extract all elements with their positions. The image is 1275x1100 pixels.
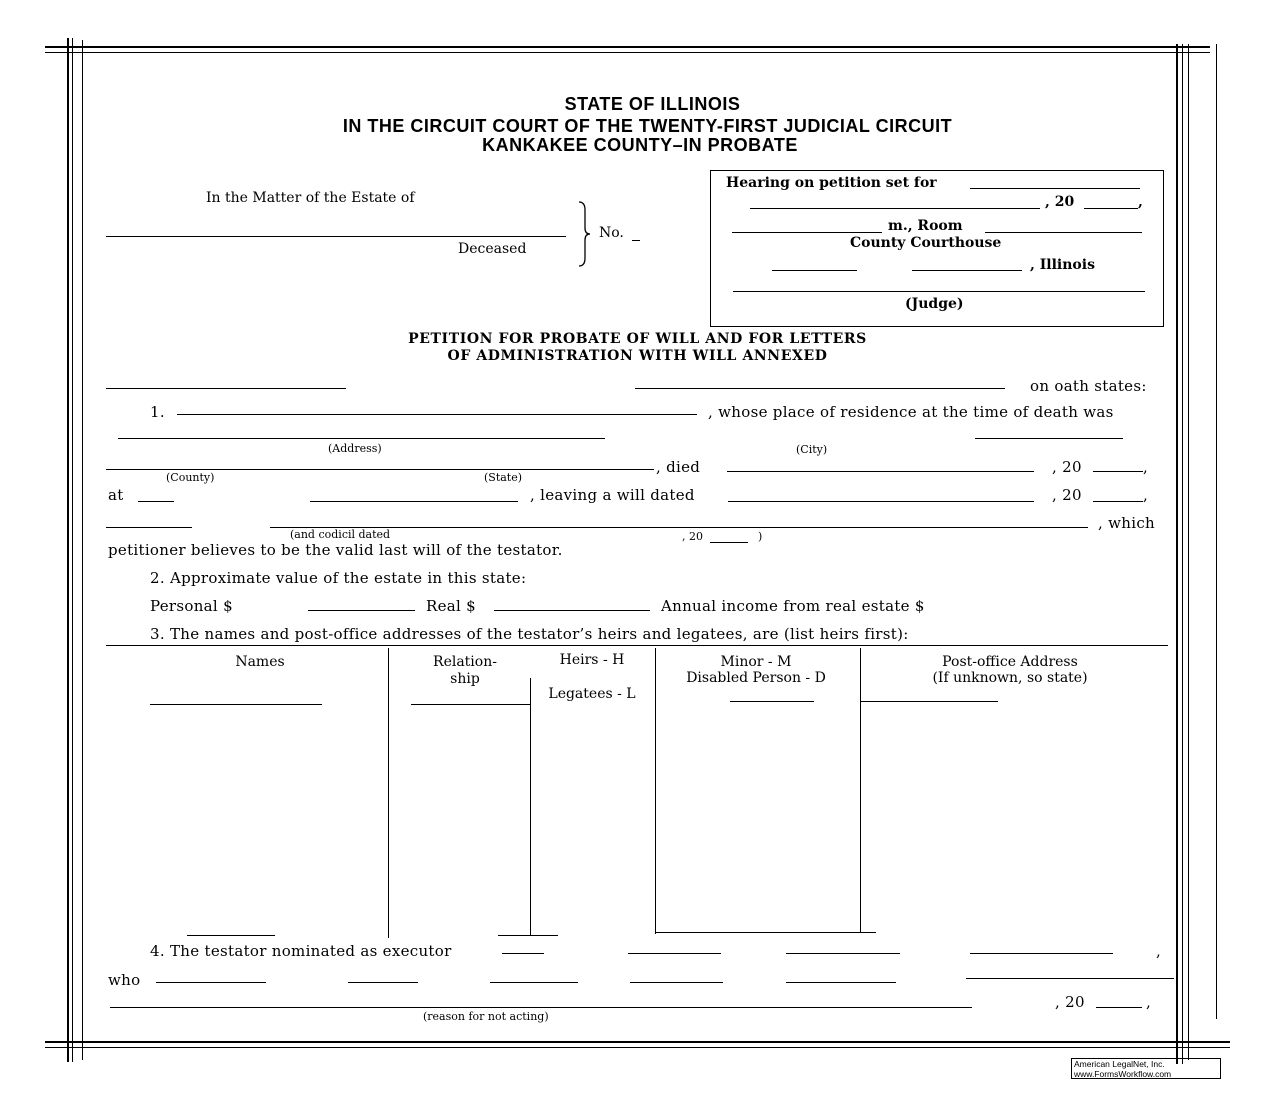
deceased-label: Deceased xyxy=(458,241,527,257)
hearing-time-field[interactable] xyxy=(732,232,882,233)
p2-text: 2. Approximate value of the estate in this state: xyxy=(150,569,527,587)
will-year-label: , 20 xyxy=(1052,486,1082,504)
who-field-6[interactable] xyxy=(966,978,1174,979)
who-label: who xyxy=(108,971,141,989)
petitioner-address-field[interactable] xyxy=(635,388,1005,389)
executor-field-4[interactable] xyxy=(970,953,1113,954)
who-field-3[interactable] xyxy=(490,982,578,983)
executor-field-2[interactable] xyxy=(628,953,721,954)
heirs-table-top xyxy=(106,645,1168,646)
col-divider-1 xyxy=(388,648,389,938)
hearing-room-field[interactable] xyxy=(985,232,1142,233)
executor-comma: , xyxy=(1156,942,1162,960)
post-address-underline xyxy=(860,701,998,702)
death-date-field[interactable] xyxy=(727,471,1034,472)
executor-field-3[interactable] xyxy=(786,953,900,954)
residence-city-field[interactable] xyxy=(975,438,1123,439)
case-number-label: No. xyxy=(599,225,624,241)
legalnet-url: www.FormsWorkflow.com xyxy=(1074,1069,1172,1079)
death-year-comma: , xyxy=(1143,458,1149,476)
caption-bracket xyxy=(571,200,591,268)
hearing-year-field[interactable] xyxy=(1084,208,1138,209)
county-caption: (County) xyxy=(166,471,215,484)
death-place-field[interactable] xyxy=(138,501,174,502)
testator-name-field[interactable] xyxy=(177,414,697,415)
hearing-date-field-2[interactable] xyxy=(750,208,1040,209)
col-divider-4 xyxy=(860,648,861,933)
table-bottom-1 xyxy=(187,935,275,936)
state-caption: (State) xyxy=(484,471,523,484)
petition-title-1: PETITION FOR PROBATE OF WILL AND FOR LETTERS xyxy=(408,331,867,347)
p4-text: 4. The testator nominated as executor xyxy=(150,942,452,960)
personal-value-field[interactable] xyxy=(308,610,415,611)
header-court: IN THE CIRCUIT COURT OF THE TWENTY-FIRST JUDICIAL CIRCUIT xyxy=(342,116,953,136)
p3-text: 3. The names and post-office addresses of the testator’s heirs and legatees, are (list heirs first): xyxy=(150,625,909,643)
address-caption: (Address) xyxy=(328,442,382,455)
death-year-field[interactable] xyxy=(1093,471,1143,472)
hearing-year-label: , 20 xyxy=(1045,194,1075,210)
col-divider-2 xyxy=(530,678,531,936)
residence-address-field[interactable] xyxy=(118,438,605,439)
will-dated-label: , leaving a will dated xyxy=(530,486,695,504)
col-heirs: Heirs - H xyxy=(559,652,625,668)
believes-text: petitioner believes to be the valid last will of the testator. xyxy=(108,541,563,559)
codicil-caption: (and codicil dated xyxy=(290,528,391,541)
residence-county-state-field[interactable] xyxy=(106,469,654,470)
table-bottom-2 xyxy=(498,935,558,936)
will-year-comma: , xyxy=(1143,486,1149,504)
who-field-1[interactable] xyxy=(156,982,266,983)
judge-label: (Judge) xyxy=(905,296,964,312)
died-label: , died xyxy=(656,458,701,476)
col-post-address-1: Post-office Address xyxy=(942,654,1078,670)
codicil-field-2[interactable] xyxy=(270,527,1088,528)
col-relationship-1: Relation- xyxy=(433,654,497,670)
table-bottom-3 xyxy=(656,932,876,933)
illinois-label: , Illinois xyxy=(1030,257,1095,273)
case-number-field[interactable] xyxy=(632,240,640,241)
header-county: KANKAKEE COUNTY–IN PROBATE xyxy=(482,135,798,155)
hearing-room-label: m., Room xyxy=(888,218,963,234)
which-label: , which xyxy=(1098,514,1155,532)
will-date-field[interactable] xyxy=(728,501,1034,502)
codicil-field-1[interactable] xyxy=(106,527,192,528)
who-field-2[interactable] xyxy=(348,982,418,983)
col-divider-3 xyxy=(655,648,656,934)
col-minor: Minor - M xyxy=(720,654,792,670)
matter-label: In the Matter of the Estate of xyxy=(206,190,415,206)
reason-field[interactable] xyxy=(110,1007,972,1008)
personal-label: Personal $ xyxy=(150,597,233,615)
who-field-5[interactable] xyxy=(786,982,896,983)
petition-title-2: OF ADMINISTRATION WITH WILL ANNEXED xyxy=(447,348,828,364)
hearing-label: Hearing on petition set for xyxy=(726,175,937,191)
petitioner-name-field[interactable] xyxy=(106,388,346,389)
at-label: at xyxy=(108,486,124,504)
estate-name-field[interactable] xyxy=(106,236,566,237)
hearing-date-field[interactable] xyxy=(970,188,1140,189)
will-year-field[interactable] xyxy=(1093,501,1143,502)
col-post-address-2: (If unknown, so state) xyxy=(932,670,1088,686)
annual-income-label: Annual income from real estate $ xyxy=(661,597,925,615)
hearing-year-comma: , xyxy=(1138,194,1143,210)
city-caption: (City) xyxy=(796,443,828,456)
reason-year-field[interactable] xyxy=(1096,1007,1142,1008)
hearing-city-field[interactable] xyxy=(912,270,1022,271)
executor-field-1[interactable] xyxy=(502,953,544,954)
col-relationship-2: ship xyxy=(450,671,480,687)
reason-year-label: , 20 xyxy=(1055,993,1085,1011)
reason-caption: (reason for not acting) xyxy=(423,1010,549,1023)
minor-underline xyxy=(730,701,814,702)
col-legatees: Legatees - L xyxy=(548,686,636,702)
residence-label: , whose place of residence at the time of death was xyxy=(708,403,1114,421)
header-state: STATE OF ILLINOIS xyxy=(564,94,741,114)
names-underline xyxy=(150,704,322,705)
real-label: Real $ xyxy=(426,597,477,615)
col-names: Names xyxy=(235,654,285,670)
p1-number: 1. xyxy=(150,403,165,421)
courthouse-label: County Courthouse xyxy=(850,235,1002,251)
who-field-4[interactable] xyxy=(630,982,723,983)
real-value-field[interactable] xyxy=(494,610,650,611)
codicil-year-field[interactable] xyxy=(710,542,748,543)
relationship-underline xyxy=(411,704,530,705)
oath-label: on oath states: xyxy=(1030,377,1147,395)
death-year-label: , 20 xyxy=(1052,458,1082,476)
judge-signature-field[interactable] xyxy=(733,291,1145,292)
legalnet-brand: American LegalNet, Inc. xyxy=(1074,1059,1165,1069)
codicil-close: ) xyxy=(758,530,763,543)
hearing-address-field[interactable] xyxy=(772,270,857,271)
legalnet-stamp xyxy=(1071,1058,1221,1079)
codicil-year-caption: , 20 xyxy=(682,530,703,543)
death-place-field-2[interactable] xyxy=(310,501,518,502)
reason-year-comma: , xyxy=(1146,993,1152,1011)
col-disabled: Disabled Person - D xyxy=(686,670,826,686)
